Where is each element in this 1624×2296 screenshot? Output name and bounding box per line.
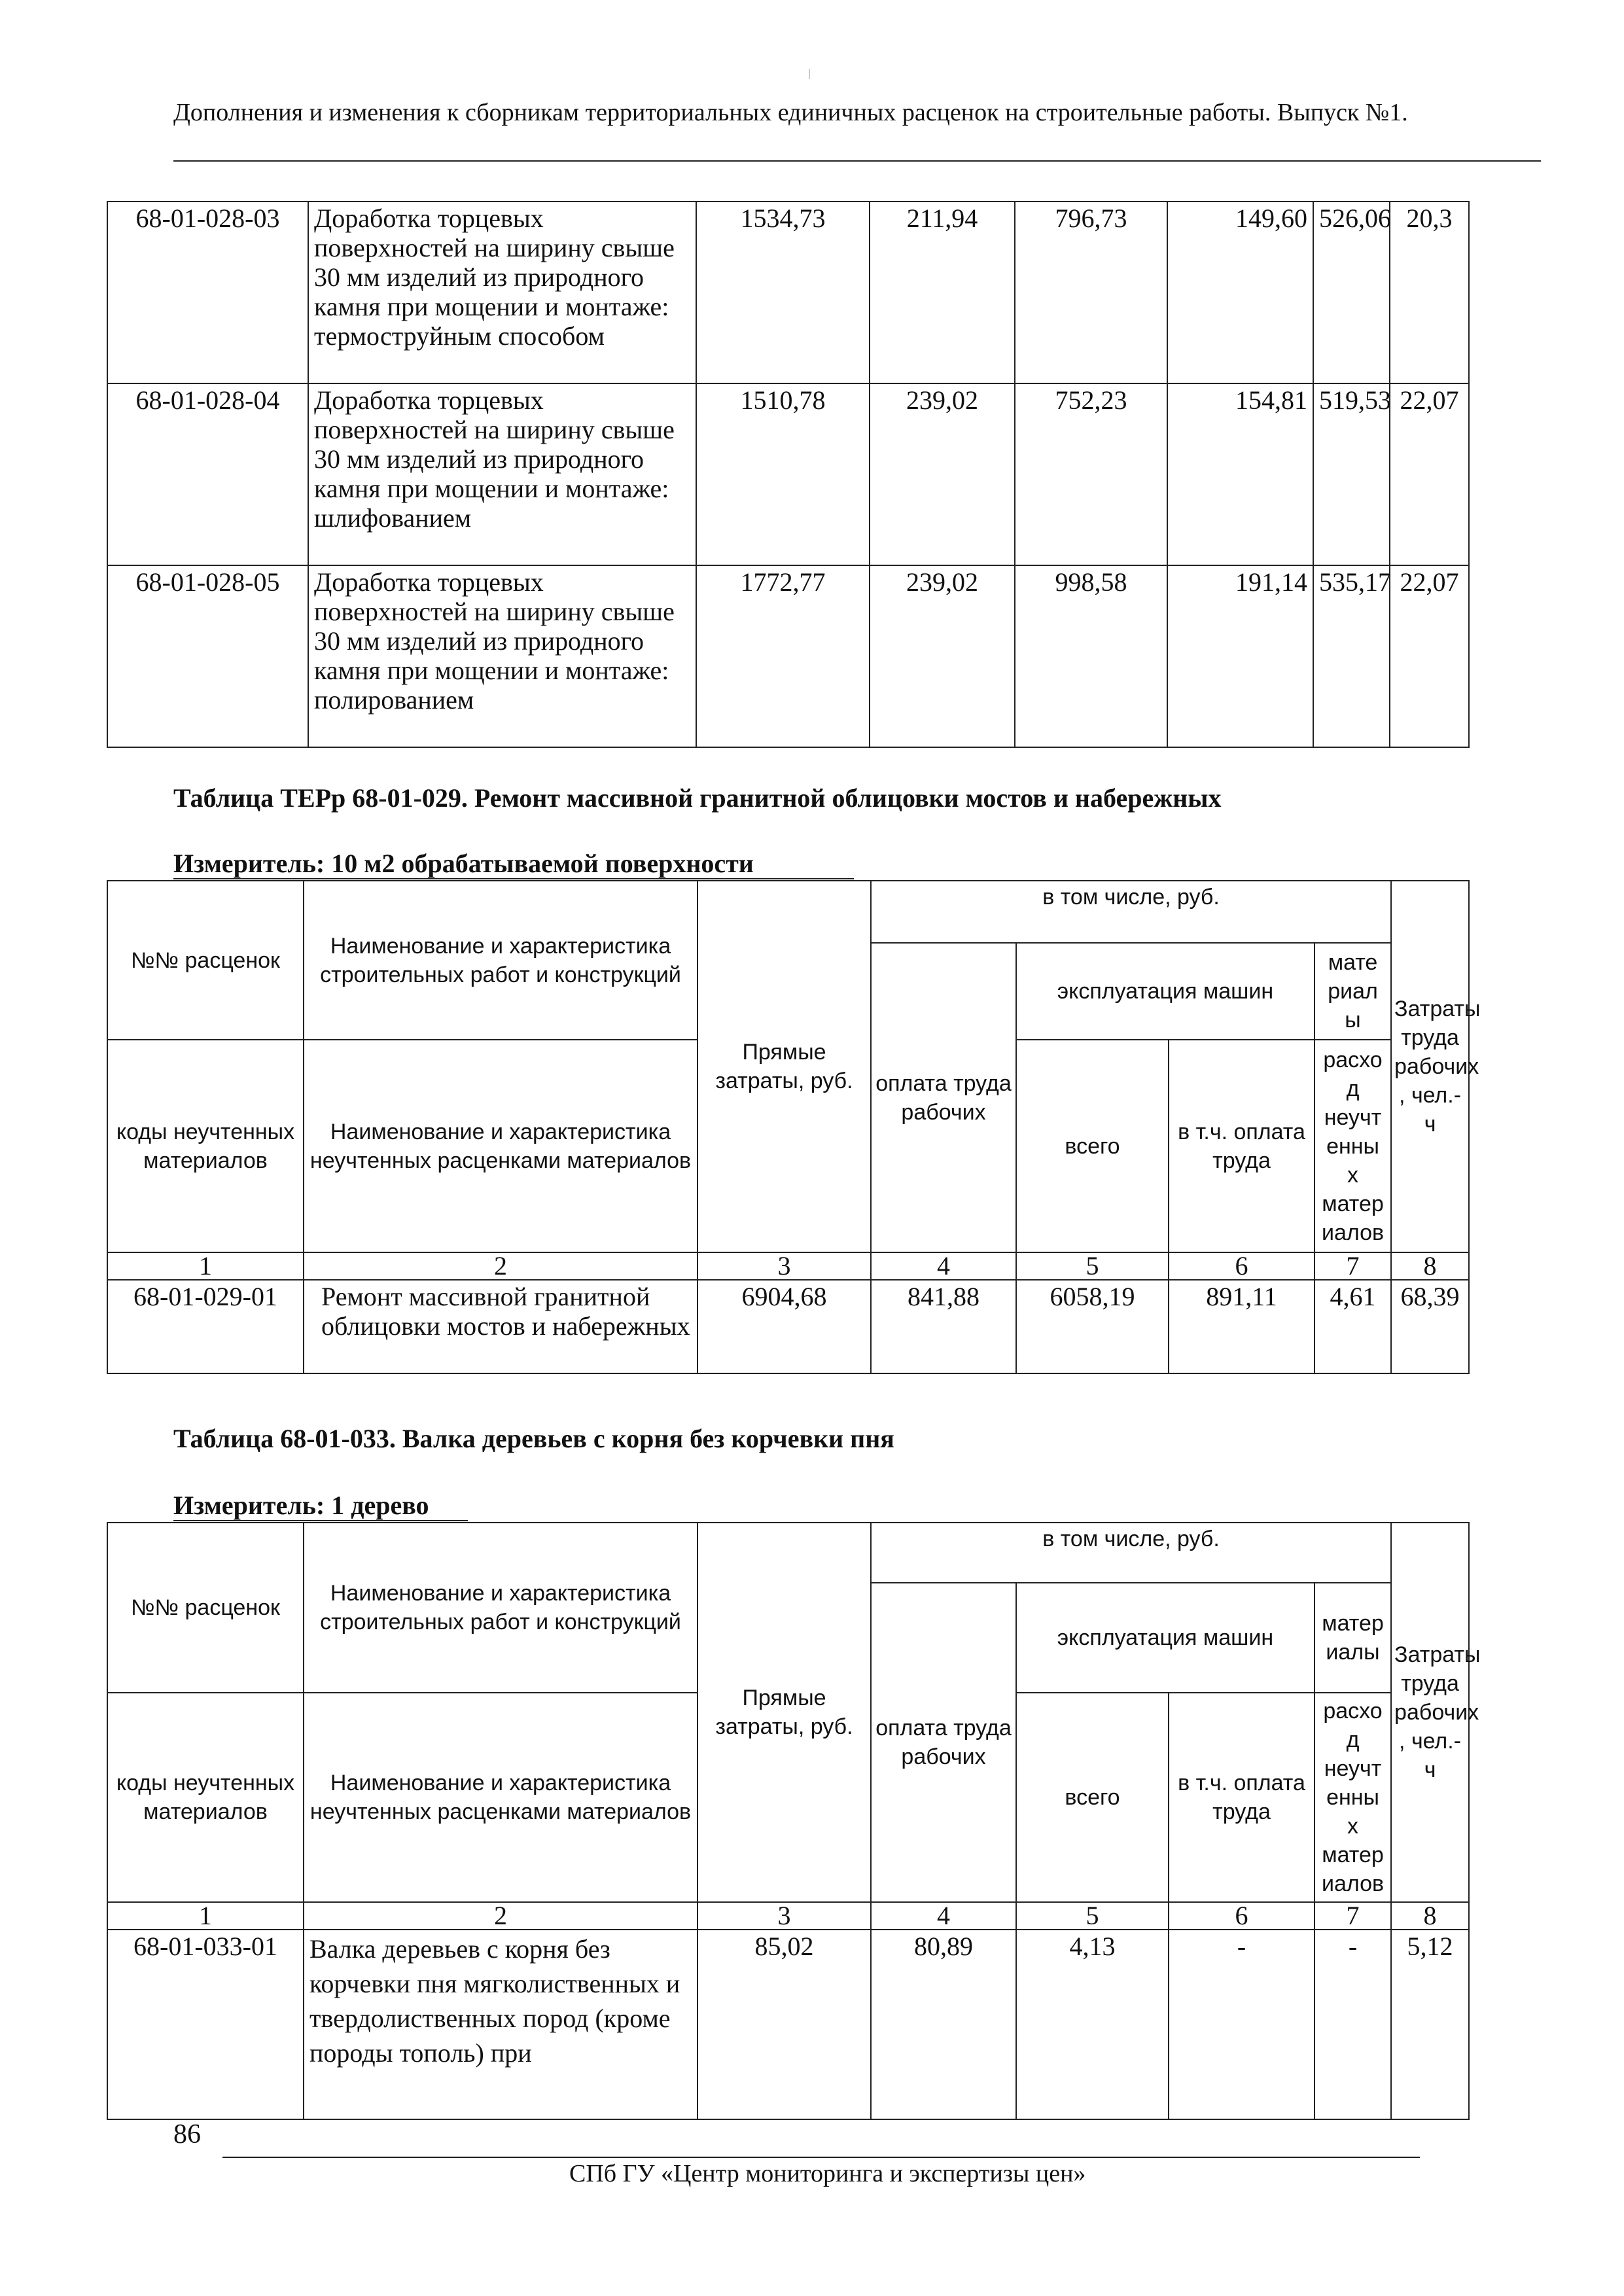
materials: 519,53 — [1313, 383, 1390, 565]
column-number: 1 — [107, 1902, 304, 1930]
rate-code: 68-01-028-05 — [107, 565, 308, 747]
header-material-name: Наименование и характеристика неучтенных расценками материалов — [304, 1693, 697, 1902]
header-unaccounted-materials: расхо д неучт енны х матер иалов — [1315, 1693, 1391, 1902]
header-material-codes: коды неучтенных материалов — [107, 1040, 304, 1252]
header-material-name: Наименование и характеристика неучтенных расценками материалов — [304, 1040, 697, 1252]
direct-costs: 85,02 — [697, 1930, 871, 2119]
column-number: 4 — [871, 1902, 1016, 1930]
machines-labor: 191,14 — [1167, 565, 1313, 747]
rate-name: Доработка торцевых поверхностей на ширину свыше 30 мм изделий из природного камня при мощении и монтаже: шлифованием — [308, 383, 696, 565]
header-rule — [173, 160, 1541, 162]
labor-hours: 22,07 — [1390, 565, 1469, 747]
table-row — [107, 1280, 1469, 1373]
header-machines-labor: в т.ч. оплата труда — [1169, 1693, 1315, 1902]
machines-total: 752,23 — [1015, 383, 1167, 565]
header-name: Наименование и характеристика строительных работ и конструкций — [304, 1523, 697, 1693]
labor-pay: 80,89 — [871, 1930, 1016, 2119]
column-number: 7 — [1315, 1902, 1391, 1930]
machines-labor: 149,60 — [1167, 202, 1313, 383]
header-labor-hours: Затраты труда рабочих , чел.-ч — [1391, 881, 1469, 1252]
header-unaccounted-materials: расхо д неучт енны х матер иалов — [1315, 1040, 1391, 1252]
page-header: Дополнения и изменения к сборникам территориальных единичных расценок на строительные работы. Выпуск №1. — [173, 99, 1408, 126]
header-labor-hours: Затраты труда рабочих , чел.-ч — [1391, 1523, 1469, 1902]
header-machines-labor: в т.ч. оплата труда — [1169, 1040, 1315, 1252]
table-row — [107, 383, 1469, 565]
column-number: 5 — [1016, 1252, 1169, 1280]
labor-pay: 239,02 — [870, 383, 1015, 565]
column-number: 3 — [697, 1902, 871, 1930]
rate-code: 68-01-033-01 — [107, 1930, 304, 2119]
header-codes: №№ расценок — [107, 1523, 304, 1693]
labor-hours: 68,39 — [1391, 1280, 1469, 1373]
machines-labor: 891,11 — [1169, 1280, 1315, 1373]
labor-pay: 841,88 — [871, 1280, 1016, 1373]
header-machines: эксплуатация машин — [1016, 943, 1315, 1040]
rate-code: 68-01-029-01 — [107, 1280, 304, 1373]
table-measure: Измеритель: 10 м2 обрабатываемой поверхности — [173, 849, 754, 878]
header-material-codes: коды неучтенных материалов — [107, 1693, 304, 1902]
table-title: Таблица 68-01-033. Валка деревьев с корня без корчевки пня — [173, 1424, 894, 1453]
rate-name: Доработка торцевых поверхностей на ширину свыше 30 мм изделий из природного камня при мощении и монтаже: термоструйным способом — [308, 202, 696, 383]
labor-hours: 20,3 — [1390, 202, 1469, 383]
materials: 526,06 — [1313, 202, 1390, 383]
column-number: 4 — [871, 1252, 1016, 1280]
header-materials: мате риал ы — [1315, 943, 1391, 1040]
header-machines-all: всего — [1016, 1040, 1169, 1252]
direct-costs: 1534,73 — [696, 202, 870, 383]
machines-labor: - — [1169, 1930, 1315, 2119]
header-materials: матер иалы — [1315, 1583, 1391, 1693]
measure-underline — [173, 878, 854, 879]
column-number: 3 — [697, 1252, 871, 1280]
column-number: 6 — [1169, 1252, 1315, 1280]
header-including: в том числе, руб. — [871, 881, 1391, 943]
column-numbers — [107, 1252, 1469, 1280]
header-labor-pay: оплата труда рабочих — [871, 1583, 1016, 1902]
header-direct: Прямые затраты, руб. — [697, 881, 871, 1252]
header-direct: Прямые затраты, руб. — [697, 1523, 871, 1902]
direct-costs: 1510,78 — [696, 383, 870, 565]
column-number: 8 — [1391, 1252, 1469, 1280]
header-name: Наименование и характеристика строительных работ и конструкций — [304, 881, 697, 1040]
machines-total: 6058,19 — [1016, 1280, 1169, 1373]
header-including: в том числе, руб. — [871, 1523, 1391, 1583]
rate-name: Доработка торцевых поверхностей на ширину свыше 30 мм изделий из природного камня при мощении и монтаже: полированием — [308, 565, 696, 747]
labor-pay: 211,94 — [870, 202, 1015, 383]
column-number: 2 — [304, 1902, 697, 1930]
table-row — [107, 565, 1469, 747]
rates-table-68-01-029 — [107, 880, 1481, 1374]
machines-total: 796,73 — [1015, 202, 1167, 383]
page-number: 86 — [173, 2119, 201, 2149]
header-machines: эксплуатация машин — [1016, 1583, 1315, 1693]
machines-labor: 154,81 — [1167, 383, 1313, 565]
table-row — [107, 202, 1469, 383]
column-number: 8 — [1391, 1902, 1469, 1930]
materials: 4,61 — [1315, 1280, 1391, 1373]
table-title: Таблица ТЕРр 68-01-029. Ремонт массивной гранитной облицовки мостов и набережных — [173, 783, 1222, 813]
column-number: 7 — [1315, 1252, 1391, 1280]
materials: 535,17 — [1313, 565, 1390, 747]
machines-total: 998,58 — [1015, 565, 1167, 747]
rates-table-68-01-033 — [107, 1522, 1481, 2120]
header-codes: №№ расценок — [107, 881, 304, 1040]
column-number: 5 — [1016, 1902, 1169, 1930]
footer-rule — [222, 2157, 1420, 2158]
direct-costs: 6904,68 — [697, 1280, 871, 1373]
column-number: 1 — [107, 1252, 304, 1280]
labor-pay: 239,02 — [870, 565, 1015, 747]
materials: - — [1315, 1930, 1391, 2119]
rate-code: 68-01-028-03 — [107, 202, 308, 383]
labor-hours: 5,12 — [1391, 1930, 1469, 2119]
direct-costs: 1772,77 — [696, 565, 870, 747]
header-machines-all: всего — [1016, 1693, 1169, 1902]
table-measure: Измеритель: 1 дерево — [173, 1491, 429, 1520]
column-number: 6 — [1169, 1902, 1315, 1930]
rate-code: 68-01-028-04 — [107, 383, 308, 565]
scan-mark — [809, 69, 810, 79]
column-numbers — [107, 1902, 1469, 1930]
machines-total: 4,13 — [1016, 1930, 1169, 2119]
table-row — [107, 1930, 1469, 2119]
header-labor-pay: оплата труда рабочих — [871, 943, 1016, 1252]
measure-underline — [173, 1520, 468, 1521]
rate-name: Ремонт массивной гранитной облицовки мостов и набережных — [304, 1280, 697, 1373]
page-footer: СПб ГУ «Центр мониторинга и экспертизы цен» — [569, 2160, 1086, 2187]
rates-table-68-01-028 — [107, 201, 1470, 748]
column-number: 2 — [304, 1252, 697, 1280]
labor-hours: 22,07 — [1390, 383, 1469, 565]
rate-name: Валка деревьев с корня без корчевки пня мягколиственных и твердолиственных пород (кроме породы тополь) при — [304, 1930, 697, 2119]
